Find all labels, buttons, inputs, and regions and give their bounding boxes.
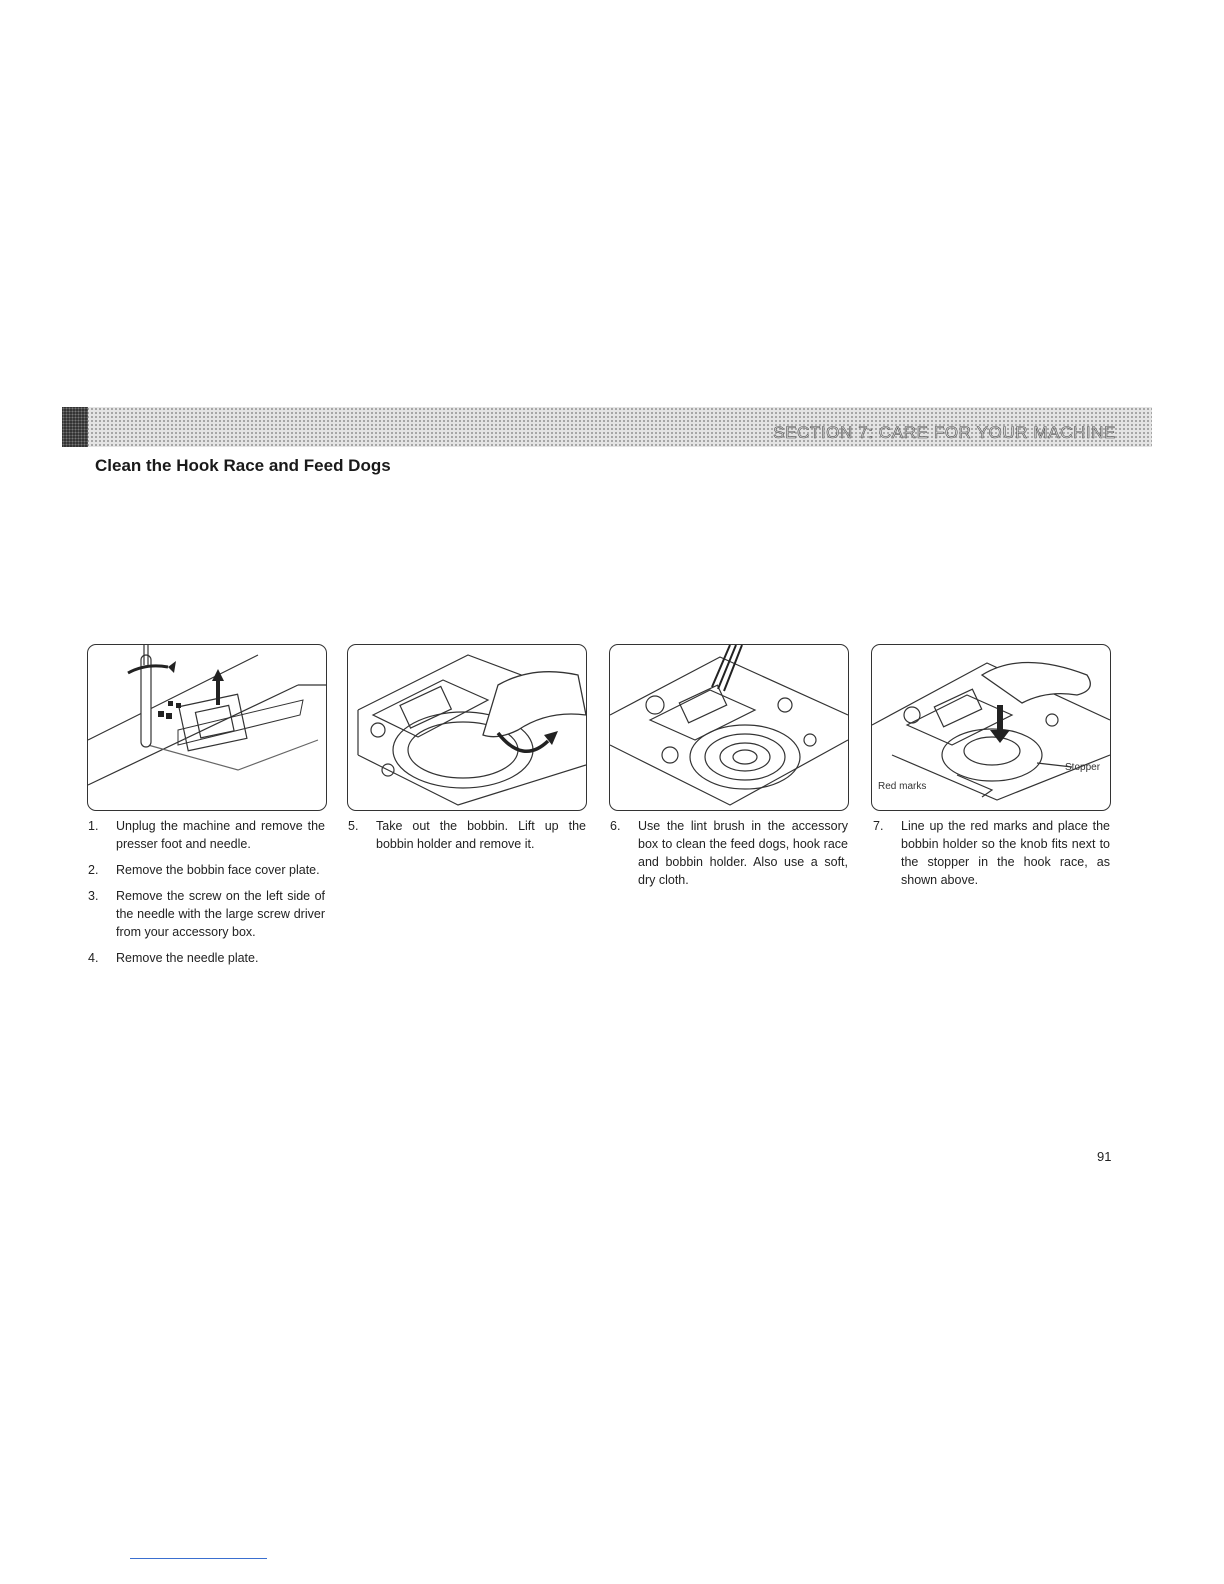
- steps-column-4: [873, 817, 1110, 897]
- red-marks-label: Red marks: [878, 781, 927, 792]
- section-header-band: [62, 407, 1152, 447]
- step-text: Remove the needle plate.: [116, 951, 259, 965]
- page-number: 91: [1097, 1149, 1112, 1164]
- lint-brush-hook-race-illustration: [610, 645, 848, 810]
- step-number: 6.: [610, 819, 621, 833]
- steps-column-3: [610, 817, 848, 897]
- remove-bobbin-holder-illustration: [348, 645, 586, 810]
- step-number: 4.: [88, 951, 99, 965]
- step-number: 3.: [88, 889, 99, 903]
- step-item: [348, 817, 586, 853]
- page-heading: Clean the Hook Race and Feed Dogs: [95, 456, 391, 475]
- step-item: [610, 817, 848, 889]
- step-number: 7.: [873, 819, 884, 833]
- section-title: SECTION 7: CARE FOR YOUR MACHINE: [773, 423, 1116, 442]
- figure-4: [871, 644, 1111, 811]
- step-text: Remove the screw on the left side of the needle with the large screw driver from your accessory box.: [116, 889, 325, 939]
- step-number: 5.: [348, 819, 359, 833]
- step-item: [88, 817, 325, 853]
- step-text: Remove the bobbin face cover plate.: [116, 863, 320, 877]
- figure-1: [87, 644, 327, 811]
- figure-3: [609, 644, 849, 811]
- step-text: Take out the bobbin. Lift up the bobbin holder and remove it.: [376, 819, 586, 851]
- steps-column-1: [88, 817, 325, 975]
- step-text: Unplug the machine and remove the presser foot and needle.: [116, 819, 325, 851]
- footer-rule: [130, 1558, 267, 1559]
- step-item: [88, 861, 325, 879]
- step-number: 2.: [88, 863, 99, 877]
- step-item: [873, 817, 1110, 889]
- step-item: [88, 887, 325, 941]
- screwdriver-needle-plate-illustration: [88, 645, 326, 810]
- step-number: 1.: [88, 819, 99, 833]
- steps-column-2: [348, 817, 586, 861]
- stopper-label: Stopper: [1065, 762, 1101, 773]
- figure-2: [347, 644, 587, 811]
- step-text: Line up the red marks and place the bobbin holder so the knob fits next to the stopper in the hook race, as shown above.: [901, 819, 1110, 887]
- step-text: Use the lint brush in the accessory box to clean the feed dogs, hook race and bobbin holder. Also use a soft, dry cloth.: [638, 819, 848, 887]
- align-red-marks-illustration: [872, 645, 1110, 810]
- step-item: [88, 949, 325, 967]
- band-dark-block: [62, 407, 88, 447]
